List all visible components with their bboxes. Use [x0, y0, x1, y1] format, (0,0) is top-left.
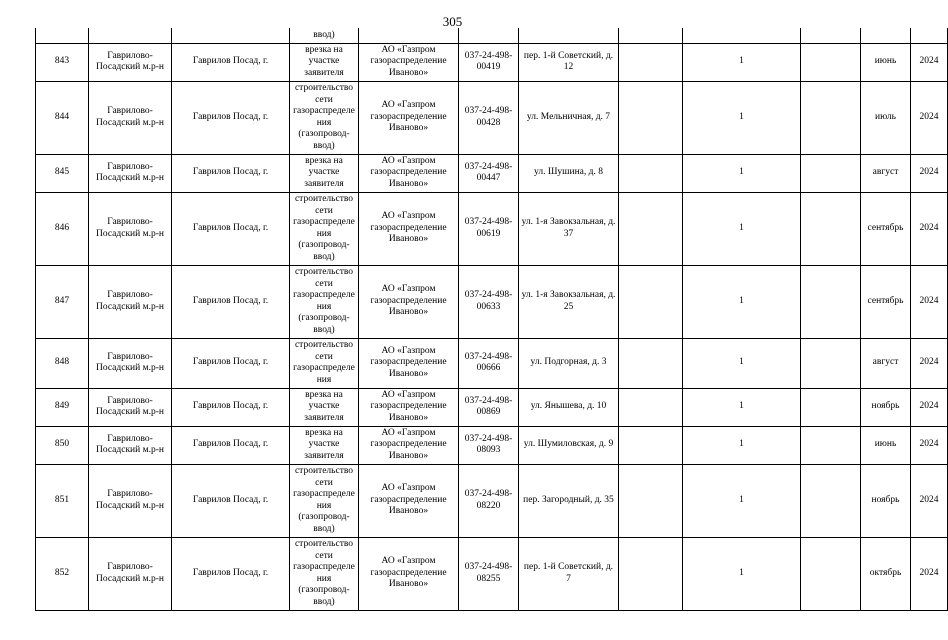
month-cell: ноябрь	[861, 388, 911, 426]
year-cell: 2024	[911, 388, 948, 426]
code-cell: 037-24-498-00419	[459, 43, 519, 81]
table-row	[36, 154, 948, 192]
org-cell: АО «Газпром газораспределение Иваново»	[359, 154, 459, 192]
num-cell: 845	[36, 154, 89, 192]
gasification-table	[35, 28, 948, 611]
work-type-cell: строительство сети газораспределения (газопровод-ввод)	[290, 192, 359, 265]
qty-cell: 1	[683, 265, 801, 338]
num-cell: 847	[36, 265, 89, 338]
district-cell: Гаврилово-Посадский м.р-н	[89, 537, 172, 610]
table-row	[36, 426, 948, 464]
empty-cell	[619, 154, 683, 192]
org-cell: АО «Газпром газораспределение Иваново»	[359, 43, 459, 81]
settlement-cell: Гаврилов Посад, г.	[172, 537, 290, 610]
address-cell: ул. Янышева, д. 10	[519, 388, 619, 426]
settlement-cell: Гаврилов Посад, г.	[172, 265, 290, 338]
org-cell: АО «Газпром газораспределение Иваново»	[359, 537, 459, 610]
work-type-cell: врезка на участке заявителя	[290, 154, 359, 192]
empty-cell	[619, 265, 683, 338]
district-cell: Гаврилово-Посадский м.р-н	[89, 265, 172, 338]
district-cell: Гаврилово-Посадский м.р-н	[89, 43, 172, 81]
district-cell: Гаврилово-Посадский м.р-н	[89, 81, 172, 154]
num-cell: 849	[36, 388, 89, 426]
table-row	[36, 265, 948, 338]
code-cell: 037-24-498-00869	[459, 388, 519, 426]
district-cell: Гаврилово-Посадский м.р-н	[89, 154, 172, 192]
settlement-cell: Гаврилов Посад, г.	[172, 464, 290, 537]
month-cell: ноябрь	[861, 464, 911, 537]
settlement-cell: Гаврилов Посад, г.	[172, 426, 290, 464]
num-cell: 852	[36, 537, 89, 610]
empty-cell	[619, 43, 683, 81]
work-type-cell: строительство сети газораспределения (газопровод-ввод)	[290, 537, 359, 610]
org-cell: АО «Газпром газораспределение Иваново»	[359, 426, 459, 464]
work-type-cell: врезка на участке заявителя	[290, 426, 359, 464]
year-cell: 2024	[911, 426, 948, 464]
month-cell: июнь	[861, 43, 911, 81]
code-cell: 037-24-498-00666	[459, 338, 519, 388]
table-row	[36, 464, 948, 537]
empty-cell	[619, 81, 683, 154]
district-cell: Гаврилово-Посадский м.р-н	[89, 338, 172, 388]
empty-cell	[619, 388, 683, 426]
year-cell: 2024	[911, 338, 948, 388]
address-cell: пер. 1-й Советский, д. 12	[519, 43, 619, 81]
address-cell: ул. Мельничная, д. 7	[519, 81, 619, 154]
num-cell: 846	[36, 192, 89, 265]
table-row	[36, 537, 948, 610]
work-type-cell: строительство сети газораспределения	[290, 338, 359, 388]
num-cell: 851	[36, 464, 89, 537]
code-cell: 037-24-498-08220	[459, 464, 519, 537]
work-type-cell: строительство сети газораспределения (газопровод-ввод)	[290, 81, 359, 154]
code-cell: 037-24-498-08093	[459, 426, 519, 464]
qty-cell: 1	[683, 388, 801, 426]
num-cell: 848	[36, 338, 89, 388]
qty-cell: 1	[683, 43, 801, 81]
address-cell: пер. 1-й Советский, д. 7	[519, 537, 619, 610]
table-row	[36, 192, 948, 265]
code-cell: 037-24-498-00619	[459, 192, 519, 265]
qty-cell: 1	[683, 338, 801, 388]
work-type-cell: строительство сети газораспределения (газопровод-ввод)	[290, 265, 359, 338]
table-body	[36, 28, 948, 610]
table-row	[36, 338, 948, 388]
year-cell: 2024	[911, 192, 948, 265]
empty-cell	[801, 426, 861, 464]
settlement-cell: Гаврилов Посад, г.	[172, 154, 290, 192]
code-cell: 037-24-498-00633	[459, 265, 519, 338]
year-cell: 2024	[911, 43, 948, 81]
empty-cell	[801, 537, 861, 610]
address-cell: ул. 1-я Завокзальная, д. 37	[519, 192, 619, 265]
settlement-cell: Гаврилов Посад, г.	[172, 192, 290, 265]
empty-cell	[619, 464, 683, 537]
address-cell: ул. Подгорная, д. 3	[519, 338, 619, 388]
table-row	[36, 388, 948, 426]
month-cell: сентябрь	[861, 265, 911, 338]
num-cell: 844	[36, 81, 89, 154]
qty-cell: 1	[683, 426, 801, 464]
table-row	[36, 81, 948, 154]
month-cell: сентябрь	[861, 192, 911, 265]
empty-cell	[619, 338, 683, 388]
year-cell: 2024	[911, 464, 948, 537]
num-cell: 850	[36, 426, 89, 464]
org-cell: АО «Газпром газораспределение Иваново»	[359, 338, 459, 388]
qty-cell: 1	[683, 154, 801, 192]
work-type-cell: строительство сети газораспределения (газопровод-ввод)	[290, 464, 359, 537]
qty-cell: 1	[683, 464, 801, 537]
empty-cell	[801, 265, 861, 338]
year-cell: 2024	[911, 265, 948, 338]
org-cell: АО «Газпром газораспределение Иваново»	[359, 192, 459, 265]
code-cell: 037-24-498-00447	[459, 154, 519, 192]
table-row	[36, 43, 948, 81]
address-cell: ул. Шушина, д. 8	[519, 154, 619, 192]
page-number: 305	[442, 14, 463, 29]
year-cell: 2024	[911, 154, 948, 192]
empty-cell	[801, 81, 861, 154]
empty-cell	[801, 43, 861, 81]
org-cell: АО «Газпром газораспределение Иваново»	[359, 464, 459, 537]
work-type-cell: ввод)	[290, 28, 359, 43]
code-cell: 037-24-498-08255	[459, 537, 519, 610]
qty-cell: 1	[683, 192, 801, 265]
empty-cell	[801, 192, 861, 265]
year-cell: 2024	[911, 537, 948, 610]
qty-cell: 1	[683, 537, 801, 610]
district-cell: Гаврилово-Посадский м.р-н	[89, 388, 172, 426]
district-cell: Гаврилово-Посадский м.р-н	[89, 464, 172, 537]
settlement-cell: Гаврилов Посад, г.	[172, 43, 290, 81]
empty-cell	[801, 154, 861, 192]
empty-cell	[619, 426, 683, 464]
settlement-cell: Гаврилов Посад, г.	[172, 338, 290, 388]
org-cell: АО «Газпром газораспределение Иваново»	[359, 81, 459, 154]
num-cell: 843	[36, 43, 89, 81]
table-row-fragment	[36, 28, 948, 43]
empty-cell	[801, 464, 861, 537]
work-type-cell: врезка на участке заявителя	[290, 388, 359, 426]
month-cell: июнь	[861, 426, 911, 464]
qty-cell: 1	[683, 81, 801, 154]
code-cell: 037-24-498-00428	[459, 81, 519, 154]
month-cell: июль	[861, 81, 911, 154]
org-cell: АО «Газпром газораспределение Иваново»	[359, 388, 459, 426]
address-cell: ул. 1-я Завокзальная, д. 25	[519, 265, 619, 338]
work-type-cell: врезка на участке заявителя	[290, 43, 359, 81]
year-cell: 2024	[911, 81, 948, 154]
month-cell: август	[861, 154, 911, 192]
district-cell: Гаврилово-Посадский м.р-н	[89, 426, 172, 464]
empty-cell	[619, 537, 683, 610]
month-cell: октябрь	[861, 537, 911, 610]
address-cell: ул. Шумиловская, д. 9	[519, 426, 619, 464]
settlement-cell: Гаврилов Посад, г.	[172, 388, 290, 426]
empty-cell	[801, 388, 861, 426]
district-cell: Гаврилово-Посадский м.р-н	[89, 192, 172, 265]
settlement-cell: Гаврилов Посад, г.	[172, 81, 290, 154]
org-cell: АО «Газпром газораспределение Иваново»	[359, 265, 459, 338]
empty-cell	[619, 192, 683, 265]
address-cell: пер. Загородный, д. 35	[519, 464, 619, 537]
month-cell: август	[861, 338, 911, 388]
empty-cell	[801, 338, 861, 388]
